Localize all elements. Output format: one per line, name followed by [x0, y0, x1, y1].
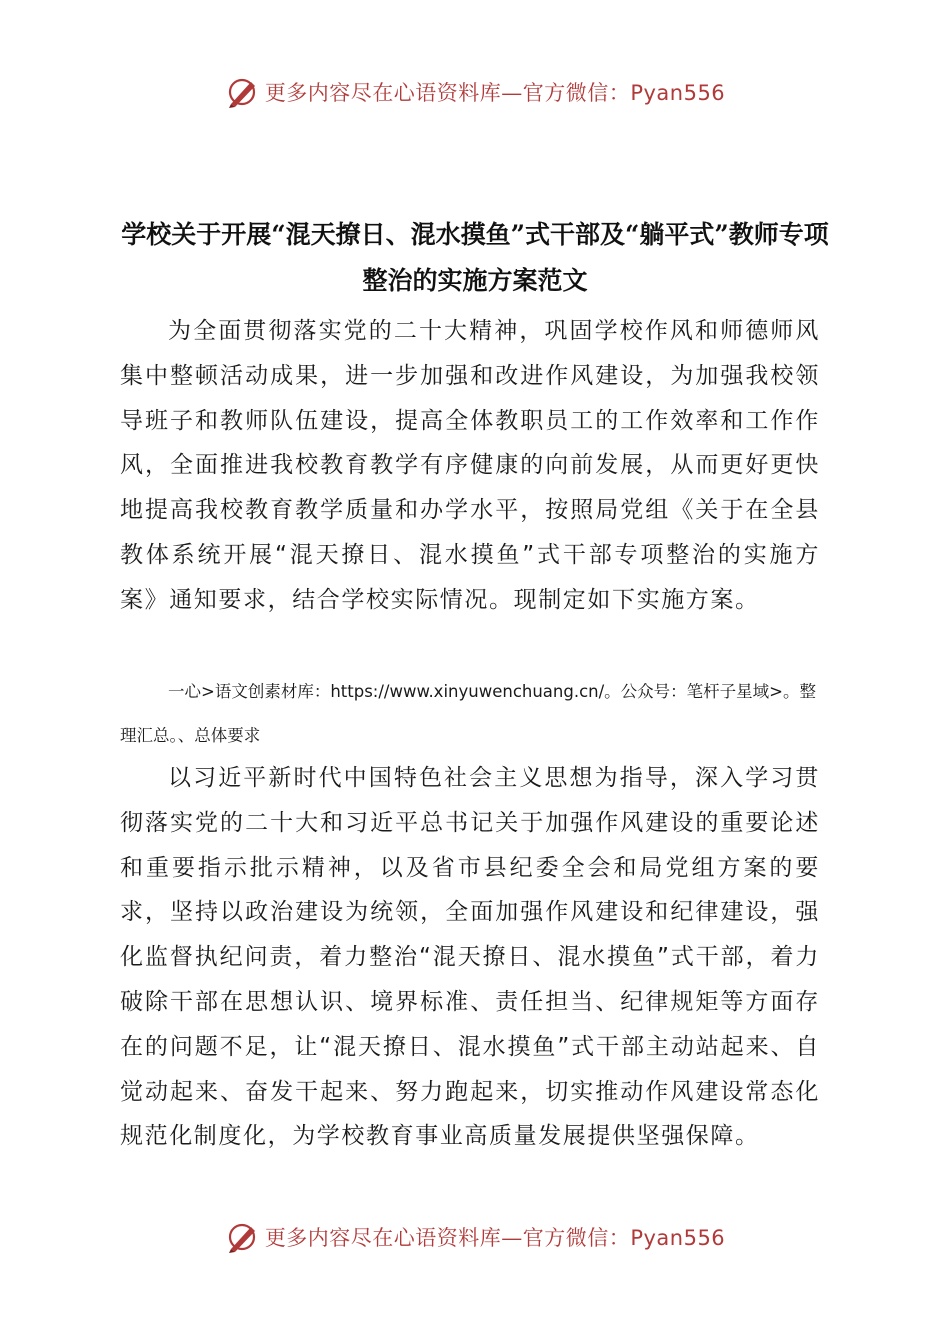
document-title: 学校关于开展“混天撩日、混水摸鱼”式干部及“躺平式”教师专项整治的实施方案范文 [121, 220, 829, 295]
banner-wechat-id: Pyan556 [630, 81, 726, 105]
footer-watermark-banner [0, 1217, 950, 1257]
requirements-paragraph: 以习近平新时代中国特色社会主义思想为指导，深入学习贯彻落实党的二十大和习近平总书记关于加强作风建设的重要论述和重要指示批示精神，以及省市县纪委全会和局党组方案的要求，坚持以政治建设为统领，全面加强作风建设和纪律建设，强化监督执纪问责，着力整治“混天撩日、混水摸鱼”式干部，着力破除干部在思想认识、境界标准、责任担当、纪律规矩等方面存在的问题不足，让“混天撩日、混水摸鱼”式干部主动站起来、自觉动起来、奋发干起来、努力跑起来，切实推动作风建设常态化规范化制度化，为学校教育事业高质量发展提供坚强保障。 [120, 765, 820, 1150]
banner-wechat-id: Pyan556 [630, 1226, 726, 1250]
banner-caption: 更多内容尽在心语资料库—官方微信： [264, 1226, 631, 1250]
banner-caption: 更多内容尽在心语资料库—官方微信： [264, 81, 631, 105]
header-watermark-banner [0, 72, 950, 112]
intro-paragraph: 为全面贯彻落实党的二十大精神，巩固学校作风和师德师风集中整顿活动成果，进一步加强和改进作风建设，为加强我校领导班子和教师队伍建设，提高全体教职员工的工作效率和工作作风，全面推进我校教育教学有序健康的向前发展，从而更好更快地提高我校教育教学质量和办学水平，按照局党组《关于在全县教体系统开展“混天撩日、混水摸鱼”式干部专项整治的实施方案》通知要求，结合学校实际情况。现制定如下实施方案。 [120, 318, 820, 613]
banner-text [265, 1222, 725, 1252]
source-note: 一心>语文创素材库：https://www.xinyuwenchuang.cn/。公众号：笔杆子星域>。整理汇总。、总体要求 [120, 682, 817, 745]
pen-logo-icon [225, 1219, 261, 1255]
banner-text [265, 77, 725, 107]
pen-logo-icon [225, 74, 261, 110]
